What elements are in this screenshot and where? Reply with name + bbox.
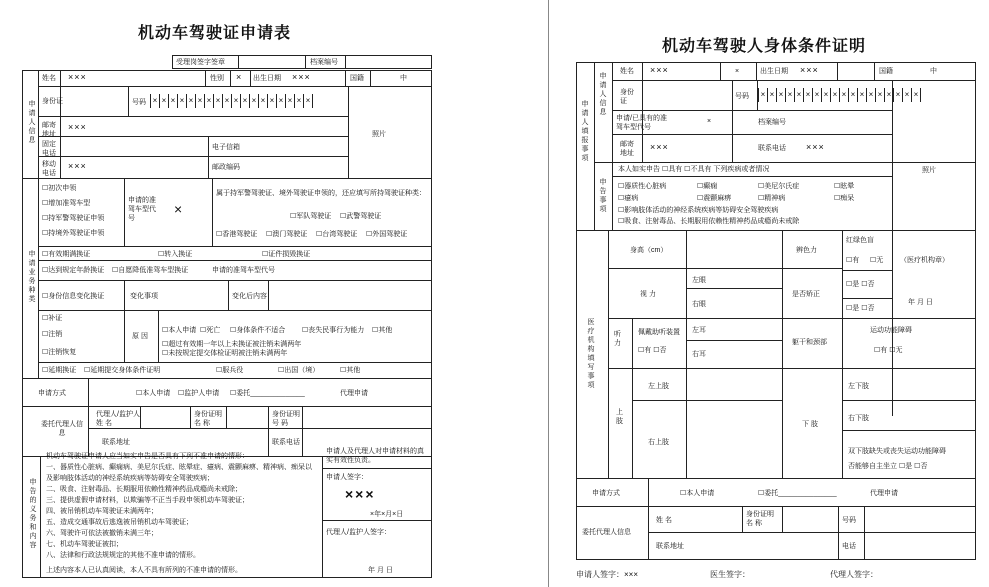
reason-no-proof[interactable]: ☐未按规定提交体检证明被注销未满两年 xyxy=(162,350,288,357)
r-agent-phone: 电话 xyxy=(842,543,856,550)
business-section-label: 申请业务种类 xyxy=(28,250,35,304)
id-digit: × xyxy=(911,88,920,102)
r-file-label: 档案编号 xyxy=(758,119,786,126)
applicant-signature: ××× xyxy=(345,486,376,502)
mobile-value: ××× xyxy=(68,161,87,171)
name-value: ××× xyxy=(68,72,87,82)
add-type[interactable]: ☐增加准驾车型 xyxy=(42,200,91,207)
restore[interactable]: ☐注销恢复 xyxy=(42,349,77,356)
id-digit: × xyxy=(204,94,213,108)
r-d2[interactable]: ☐癫痫 xyxy=(697,183,718,190)
id-grid-end xyxy=(312,94,313,108)
declare-item: 五、造成交通事故后逃逸被吊销机动车驾驶证； xyxy=(46,519,193,526)
right-applicant-sub: 申请人信息 xyxy=(599,72,606,117)
id-digit: × xyxy=(303,94,312,108)
id-digit: × xyxy=(258,94,267,108)
declare-item: 六、驾驶许可依法被撤销未满三年； xyxy=(46,530,158,537)
before-label: 变化事项 xyxy=(130,293,158,300)
r-footer-doctor: 医生签字： xyxy=(710,570,750,579)
mobile-label: 移动电话 xyxy=(42,161,56,177)
right-form-table xyxy=(576,62,976,560)
corr-yes-2[interactable]: ☐是 ☐否 xyxy=(846,305,875,312)
aid-options[interactable]: ☐有 ☐否 xyxy=(638,347,667,354)
right-lower: 右下肢 xyxy=(848,415,869,422)
declare-item: 三、提供虚假申请材料，以欺骗等不正当手段申领机动车驾驶证； xyxy=(46,497,249,504)
postcode-label: 邮政编码 xyxy=(212,164,240,171)
id-no-label: 号码 xyxy=(132,99,146,106)
r-declare-q: 本人如实申告 ☐具有 ☐不具有 下列疾病或者情况 xyxy=(618,166,770,173)
declare-outro: 上述内容本人已认真阅读，本人不具有所列的不准申请的情形。 xyxy=(46,567,242,574)
agent-address-label: 联系地址 xyxy=(102,439,130,446)
lower-limb-label: 下 肢 xyxy=(802,421,818,428)
reissue[interactable]: ☐补证 xyxy=(42,315,63,322)
r-lic-label: 申请/已具有的准驾车型代号 xyxy=(616,115,667,131)
page-separator xyxy=(548,0,549,587)
r-phone-value: ××× xyxy=(806,142,825,152)
r-nation-label: 国籍 xyxy=(879,68,893,75)
agent-name-label: 代理人/监护人 姓 名 xyxy=(96,411,140,427)
vision-label: 视 力 xyxy=(640,291,656,298)
right-title: 机动车驾驶人身体条件证明 xyxy=(662,38,867,55)
r-d7[interactable]: ☐精神病 xyxy=(758,195,786,202)
id-digit: × xyxy=(231,94,240,108)
left-eye: 左眼 xyxy=(692,277,706,284)
r-dob-label: 出生日期 xyxy=(760,68,788,75)
reason-expired[interactable]: ☐超过有效期一年以上未换证被注销未满两年 xyxy=(162,341,302,348)
left-lower: 左下肢 xyxy=(848,383,869,390)
army-license[interactable]: ☐军队驾驶证 xyxy=(290,213,332,220)
method-self[interactable]: ☐本人申请 xyxy=(136,390,171,397)
applicant-section-label: 申请人信息 xyxy=(28,100,35,145)
info-change[interactable]: ☐身份信息变化换证 xyxy=(42,293,105,300)
id-digit: × xyxy=(875,88,884,102)
damaged[interactable]: ☐证件损毁换证 xyxy=(262,251,311,258)
photo-label: 照片 xyxy=(372,131,386,138)
id-digit: × xyxy=(168,94,177,108)
name-label: 姓名 xyxy=(42,75,56,82)
right-upper: 右上肢 xyxy=(648,439,669,446)
id-digit: × xyxy=(285,94,294,108)
r-d9[interactable]: ☐影响肢体活动的神经系统疾病等妨碍安全驾驶疾病 xyxy=(618,207,779,214)
hk-license[interactable]: ☐香港驾驶证 xyxy=(216,231,258,238)
after-label: 变化后内容 xyxy=(232,293,267,300)
declare-item: 七、机动车驾驶证被扣； xyxy=(46,541,123,548)
id-digit: × xyxy=(267,94,276,108)
id-digit: × xyxy=(848,88,857,102)
aid-label: 佩戴助听装置 xyxy=(638,329,680,336)
id-digit: × xyxy=(830,88,839,102)
foreign-apply[interactable]: ☐持境外驾驶证申领 xyxy=(42,230,105,237)
sex-value: × xyxy=(236,72,243,82)
agent-id-no-label: 身份证明号 码 xyxy=(272,411,300,427)
cancel[interactable]: ☐注销 xyxy=(42,331,63,338)
abroad[interactable]: ☐出国（境） xyxy=(278,367,320,374)
id-digit: × xyxy=(866,88,875,102)
r-agent-id-no: 号码 xyxy=(842,517,856,524)
id-digit: × xyxy=(803,88,812,102)
holder-apply[interactable]: ☐持军警驾驶证申领 xyxy=(42,215,105,222)
declare-section-label: 申告的义务和内容 xyxy=(29,478,36,550)
declare-item: 四、被吊销机动车驾驶证未满两年； xyxy=(46,508,158,515)
r-d5[interactable]: ☐癔病 xyxy=(618,195,639,202)
declare-items xyxy=(46,462,312,561)
id-label: 身份证 xyxy=(42,98,63,105)
acceptor-sign-label: 受理岗签字签章 xyxy=(176,59,225,66)
r-d3[interactable]: ☐美尼尔氏症 xyxy=(758,183,800,190)
car-type-value: × xyxy=(174,201,183,217)
id-digit: × xyxy=(249,94,258,108)
neck-label: 躯干和颈部 xyxy=(792,339,827,346)
r-agent-id: 身份证明名 称 xyxy=(746,511,774,527)
downgrade[interactable]: ☐自愿降低准驾车型换证 xyxy=(112,267,189,274)
id-digit: × xyxy=(767,88,776,102)
r-footer-applicant: 申请人签字：××× xyxy=(576,570,639,579)
r-id-digit-grid xyxy=(758,88,921,102)
address-value: ××× xyxy=(68,122,87,132)
r-addr-value: ××× xyxy=(650,142,669,152)
r-method-self[interactable]: ☐本人申请 xyxy=(680,490,715,497)
id-digit: × xyxy=(902,88,911,102)
height-label: 身高（cm） xyxy=(630,247,668,254)
reason-label: 原 因 xyxy=(132,333,148,340)
motor-label: 运动功能障碍 xyxy=(870,327,912,334)
id-digit: × xyxy=(213,94,222,108)
id-digit: × xyxy=(794,88,803,102)
dob-value: ××× xyxy=(292,72,311,82)
applicant-sign-label: 申请人签字： xyxy=(326,474,368,481)
r-footer-agent: 代理人签字： xyxy=(830,570,878,579)
r-lic-value: × xyxy=(707,118,712,125)
r-id-label: 身份证 xyxy=(620,89,634,105)
id-digit: × xyxy=(240,94,249,108)
delay-renew[interactable]: ☐延期换证 xyxy=(42,367,77,374)
r-d8[interactable]: ☐痴呆 xyxy=(834,195,855,202)
right-top-section: 申请人填报事项 xyxy=(581,100,588,163)
corrected-label: 是否矫正 xyxy=(792,291,820,298)
r-id-no-label: 号码 xyxy=(735,93,749,100)
left-title: 机动车驾驶证申请表 xyxy=(138,25,292,42)
id-digit: × xyxy=(839,88,848,102)
file-no-label: 档案编号 xyxy=(310,59,338,66)
right-eye: 右眼 xyxy=(692,301,706,308)
r-d10[interactable]: ☐吸食、注射毒品、长期服用依赖性精神药品成瘾尚未戒除 xyxy=(618,218,800,225)
r-photo-label: 照片 xyxy=(922,167,936,174)
delay-other[interactable]: ☐其他 xyxy=(340,367,361,374)
color-vision-label: 辨色力 xyxy=(796,247,817,254)
nation-label: 国籍 xyxy=(350,75,364,82)
method-agent-tail: 代理申请 xyxy=(340,390,368,397)
r-dob-value: ××× xyxy=(800,65,819,75)
right-page xyxy=(552,0,989,587)
r-phone-label: 联系电话 xyxy=(758,145,786,152)
nation-value: 中 xyxy=(400,75,407,82)
stamp-label: （医疗机构章） xyxy=(900,257,949,264)
declare-item: 八、法律和行政法规规定的其他不准申请的情形。 xyxy=(46,552,200,559)
declare-intro: 机动车驾驶证申请人应当如实申告是否具有下列不准申请的情形： xyxy=(46,453,249,460)
method-guardian[interactable]: ☐监护人申请 xyxy=(178,390,220,397)
agent-info-label: 委托代理人信息 xyxy=(41,421,83,437)
r-agent-label: 委托代理人信息 xyxy=(582,529,631,536)
transfer[interactable]: ☐转入换证 xyxy=(158,251,193,258)
agent-phone-label: 联系电话 xyxy=(272,439,300,446)
declare-item: 一、器质性心脏病、癫痫病、美尼尔氏症、眩晕症、癔病、震颤麻痹、精神病、痴呆以 xyxy=(46,464,312,471)
both-lower-note: 双下肢缺失或丧失运动功能障碍 xyxy=(848,448,946,455)
rg-none[interactable]: ☐无 xyxy=(870,257,884,264)
agent-sign-date: 年 月 日 xyxy=(368,567,393,574)
police-license[interactable]: ☐武警驾驶证 xyxy=(340,213,382,220)
id-grid-end xyxy=(920,88,921,102)
id-digit: × xyxy=(159,94,168,108)
id-digit: × xyxy=(150,94,159,108)
r-agent-addr: 联系地址 xyxy=(656,543,684,550)
commit-note: 申请人及代理人对申请材料的真实有效性负责。 xyxy=(326,448,424,464)
id-digit: × xyxy=(821,88,830,102)
tw-license[interactable]: ☐台湾驾驶证 xyxy=(316,231,358,238)
id-digit: × xyxy=(758,88,767,102)
rg-label: 红绿色盲 xyxy=(846,237,874,244)
email-label: 电子信箱 xyxy=(212,144,240,151)
foreign-license[interactable]: ☐外国驾驶证 xyxy=(366,231,408,238)
r-method-tail: 代理申请 xyxy=(870,490,898,497)
id-digit-grid xyxy=(150,94,313,108)
declare-item: 二、吸食、注射毒品、长期服用依赖性精神药品成瘾尚未戒除； xyxy=(46,486,242,493)
phone-label: 固定电话 xyxy=(42,141,56,157)
upper-limb-label: 上 肢 xyxy=(616,409,623,425)
id-digit: × xyxy=(195,94,204,108)
sex-label: 性别 xyxy=(210,75,224,82)
dob-label: 出生日期 xyxy=(253,75,281,82)
id-digit: × xyxy=(186,94,195,108)
corr-yes-1[interactable]: ☐是 ☐否 xyxy=(846,281,875,288)
r-method-label: 申请方式 xyxy=(592,490,620,497)
id-digit: × xyxy=(222,94,231,108)
id-digit: × xyxy=(884,88,893,102)
id-digit: × xyxy=(276,94,285,108)
r-d1[interactable]: ☐器质性心脏病 xyxy=(618,183,667,190)
address-label: 邮寄地址 xyxy=(42,122,56,138)
id-digit: × xyxy=(893,88,902,102)
delay-proof[interactable]: ☐延期提交身体条件证明 xyxy=(84,367,161,374)
hearing-label: 听 力 xyxy=(614,331,621,347)
agent-id-label: 身份证明名 称 xyxy=(194,411,222,427)
r-nation-value: 中 xyxy=(930,68,937,75)
left-ear: 左耳 xyxy=(692,327,706,334)
right-ear: 右耳 xyxy=(692,351,706,358)
r-name-label: 姓名 xyxy=(620,68,634,75)
r-agent-name: 姓 名 xyxy=(656,517,672,524)
r-d6[interactable]: ☐震颤麻痹 xyxy=(697,195,732,202)
r-method-agent[interactable]: ☐委托_______________ xyxy=(758,490,837,497)
apply-method-label: 申请方式 xyxy=(38,390,66,397)
macao-license[interactable]: ☐澳门驾驶证 xyxy=(266,231,308,238)
apply-code-label: 申请的准驾车型代号 xyxy=(212,267,275,274)
method-agent[interactable]: ☐委托______________ xyxy=(230,390,305,397)
reason-death[interactable]: ☐死亡 xyxy=(200,327,221,334)
stamp-date: 年 月 日 xyxy=(908,299,933,306)
holder-note: 属于持军警驾驶证、境外驾驶证申领的，还应填写所持驾驶证种类： xyxy=(216,190,426,197)
id-digit: × xyxy=(294,94,303,108)
age-renew[interactable]: ☐达到规定年龄换证 xyxy=(42,267,105,274)
r-name-value: ××× xyxy=(650,65,669,75)
agent-sign-label: 代理人/监护人签字： xyxy=(326,529,391,536)
reason-capacity[interactable]: ☐丧失民事行为能力 xyxy=(302,327,365,334)
reason-self[interactable]: ☐本人申请 xyxy=(162,327,197,334)
reason-body[interactable]: ☐身体条件不适合 xyxy=(230,327,286,334)
r-sex-value: × xyxy=(735,68,740,75)
r-addr-label: 邮寄地址 xyxy=(620,141,634,157)
id-digit: × xyxy=(785,88,794,102)
id-digit: × xyxy=(812,88,821,102)
declare-item: 及影响肢体活动的神经系统疾病等妨碍安全驾驶疾病； xyxy=(46,475,214,482)
left-upper: 左上肢 xyxy=(648,383,669,390)
r-d4[interactable]: ☐眩晕 xyxy=(834,183,855,190)
wheel-label[interactable]: 否能够自主坐立 ☐是 ☐否 xyxy=(848,463,928,470)
military-service[interactable]: ☐服兵役 xyxy=(216,367,244,374)
first-apply[interactable]: ☐初次申领 xyxy=(42,185,77,192)
motor-options[interactable]: ☐有 ☐无 xyxy=(874,347,903,354)
id-digit: × xyxy=(776,88,785,102)
car-type-label: 申请的准驾车型代号 xyxy=(128,197,156,222)
medical-section-label: 医疗机构填写事项 xyxy=(587,318,594,390)
reason-other[interactable]: ☐其他 xyxy=(372,327,393,334)
sign-date: ×年×月×日 xyxy=(370,511,404,518)
rg-has[interactable]: ☐有 xyxy=(846,257,860,264)
r-declare-section: 申告事项 xyxy=(599,178,606,214)
id-digit: × xyxy=(857,88,866,102)
id-digit: × xyxy=(177,94,186,108)
renew[interactable]: ☐有效期满换证 xyxy=(42,251,91,258)
